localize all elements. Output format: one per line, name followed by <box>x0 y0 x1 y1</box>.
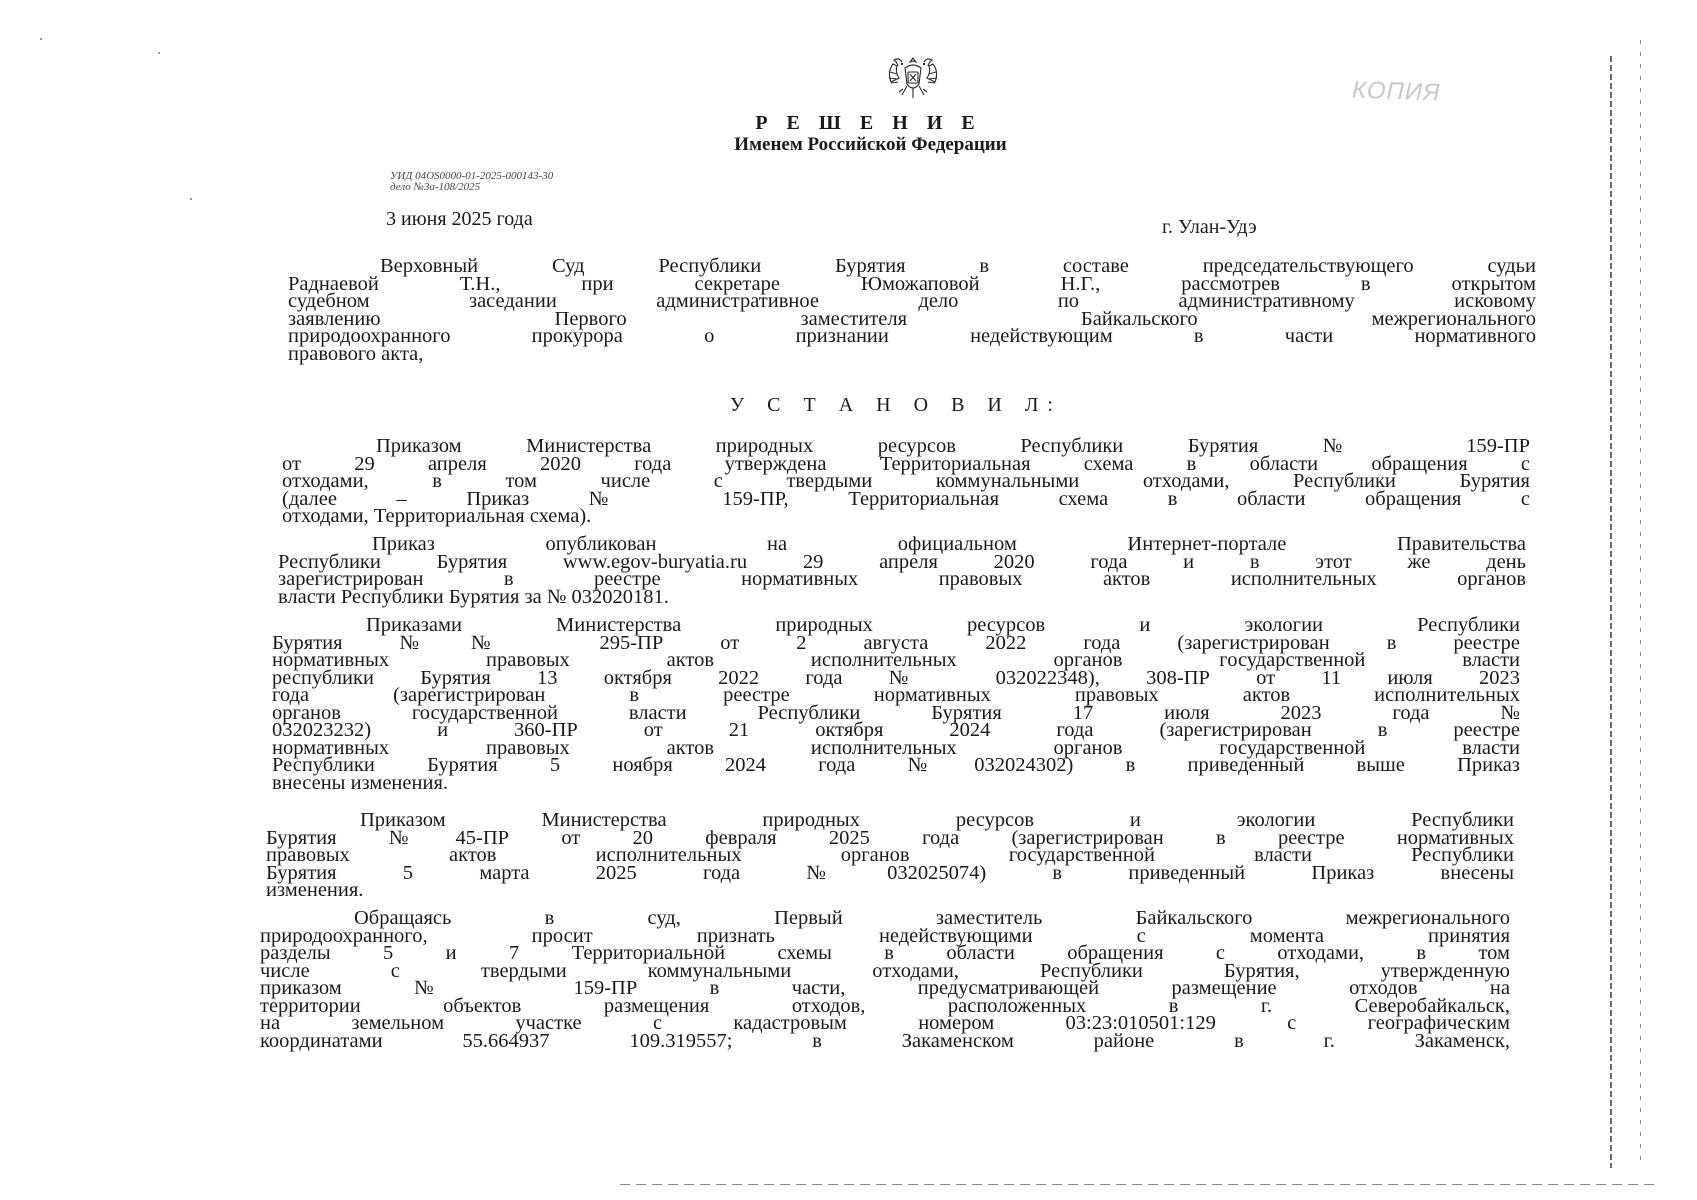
text-line: зарегистрирован в реестре нормативных правовых актов исполнительных органов <box>278 568 1526 590</box>
text-line: Бурятия №45-ПР от 20 февраля 2025 года (зарегистрирован в реестре нормативных <box>266 826 1514 849</box>
intro-paragraph <box>288 255 1536 365</box>
decision-city: г. Улан-Удэ <box>1162 216 1257 238</box>
text-line: изменения. <box>266 879 364 901</box>
text-line: Обращаясь в суд, Первый заместитель Байкальского межрегионального <box>354 907 1510 929</box>
text-line: природоохранного, просит признать недействующими с момента принятия <box>260 924 1510 947</box>
text-line: природоохранного прокурора о признании недействующим в части нормативного <box>288 325 1536 347</box>
text-line: Приказами Министерства природных ресурсов и экологии Республики <box>366 614 1520 636</box>
scan-speck <box>40 38 42 40</box>
text-line: республики Бурятия 13 октября 2022 года № 032022348), 308-ПР от 11 июля 2023 <box>272 666 1520 689</box>
paragraph-order-45 <box>266 809 1514 901</box>
scan-border-right-outer <box>1640 40 1641 1160</box>
text-line: правового акта, <box>288 342 424 365</box>
copy-stamp: КОПИЯ <box>1351 76 1441 107</box>
decision-title: Р Е Ш Е Н И Е <box>755 112 982 134</box>
text-line: отходами, Территориальная схема). <box>282 505 592 527</box>
text-line: правовых актов исполнительных органов государственной власти Республики <box>266 844 1514 866</box>
text-line: территории объектов размещения отходов, расположенных в г. Северобайкальск, <box>260 994 1510 1017</box>
text-line: отходами, в том числе с твердыми коммунальными отходами, Республики Бурятия <box>282 470 1530 492</box>
coat-of-arms-emblem-icon <box>885 52 941 102</box>
text-line: координатами 55.664937 109.319557; в Закаменском районе в г. Закаменск, <box>260 1029 1510 1052</box>
text-line: приказом № 159-ПР в части, предусматривающей размещение отходов на <box>260 977 1510 999</box>
text-line: Приказ опубликован на официальном Интернет-портале Правительства <box>372 533 1526 555</box>
paragraph-publication <box>278 533 1526 608</box>
scan-speck <box>158 52 160 54</box>
text-line: года (зарегистрирован в реестре нормативных правовых актов исполнительных <box>272 684 1520 706</box>
text-line: на земельном участке с кадастровым номером 03:23:010501:129 с географическим <box>260 1012 1510 1034</box>
text-line: Республики Бурятия 5 ноября 2024 года №032024302) в приведенный выше Приказ <box>272 754 1520 776</box>
text-line: (далее – Приказ № 159-ПР, Территориальная схема в области обращения с <box>282 487 1530 510</box>
text-line: власти Республики Бурятия за № 032020181. <box>278 585 669 608</box>
text-line: Приказом Министерства природных ресурсов Республики Бурятия № 159-ПР <box>376 435 1530 457</box>
text-line: от 29 апреля 2020 года утверждена Территориальная схема в области обращения с <box>282 452 1530 475</box>
decision-date: 3 июня 2025 года <box>386 208 533 230</box>
text-line: Бурятия №№ 295-ПР от 2 августа 2022 года (зарегистрирован в реестре <box>272 631 1520 654</box>
decision-subtitle: Именем Российской Федерации <box>734 134 1007 155</box>
text-line: разделы 5 и 7 Территориальной схемы в области обращения с отходами, в том <box>260 942 1510 964</box>
text-line: судебном заседании административное дело по административному исковому <box>288 290 1536 312</box>
text-line: Приказом Министерства природных ресурсов и экологии Республики <box>360 809 1514 831</box>
text-line: Верховный Суд Республики Бурятия в составе председательствующего судьи <box>380 255 1536 277</box>
text-line: Бурятия 5 марта 2025 года №032025074) в приведенный Приказ внесены <box>266 861 1514 884</box>
paragraph-claim <box>260 907 1510 1052</box>
text-line: нормативных правовых актов исполнительных органов государственной власти <box>272 649 1520 671</box>
text-line: внесены изменения. <box>272 771 448 794</box>
text-line: органов государственной власти Республики Бурятия 17 июля 2023 года № <box>272 701 1520 724</box>
paragraph-amendments <box>272 614 1520 794</box>
scan-speck <box>190 198 192 200</box>
established-heading: У С Т А Н О В И Л: <box>730 394 1062 416</box>
text-line: заявлению Первого заместителя Байкальского межрегионального <box>288 307 1536 330</box>
case-number: дело №3а-108/2025 <box>390 181 481 193</box>
text-line: Раднаевой Т.Н., при секретаре Юможаповой Н.Г., рассмотрев в открытом <box>288 272 1536 295</box>
text-line: 032023232) и 360-ПР от 21 октября 2024 года (зарегистрирован в реестре <box>272 719 1520 741</box>
text-line: Республики Бурятия www.egov-buryatia.ru 29 апреля 2020 года и в этот же день <box>278 550 1526 573</box>
scan-border-bottom <box>620 1184 1660 1185</box>
scan-border-right <box>1610 56 1612 1168</box>
uid-number: УИД 04OS0000-01-2025-000143-30 <box>390 170 554 182</box>
text-line: числе с твердыми коммунальными отходами, Республики Бурятия, утвержденную <box>260 959 1510 982</box>
text-line: нормативных правовых актов исполнительных органов государственной власти <box>272 736 1520 759</box>
paragraph-order-159 <box>282 435 1530 527</box>
